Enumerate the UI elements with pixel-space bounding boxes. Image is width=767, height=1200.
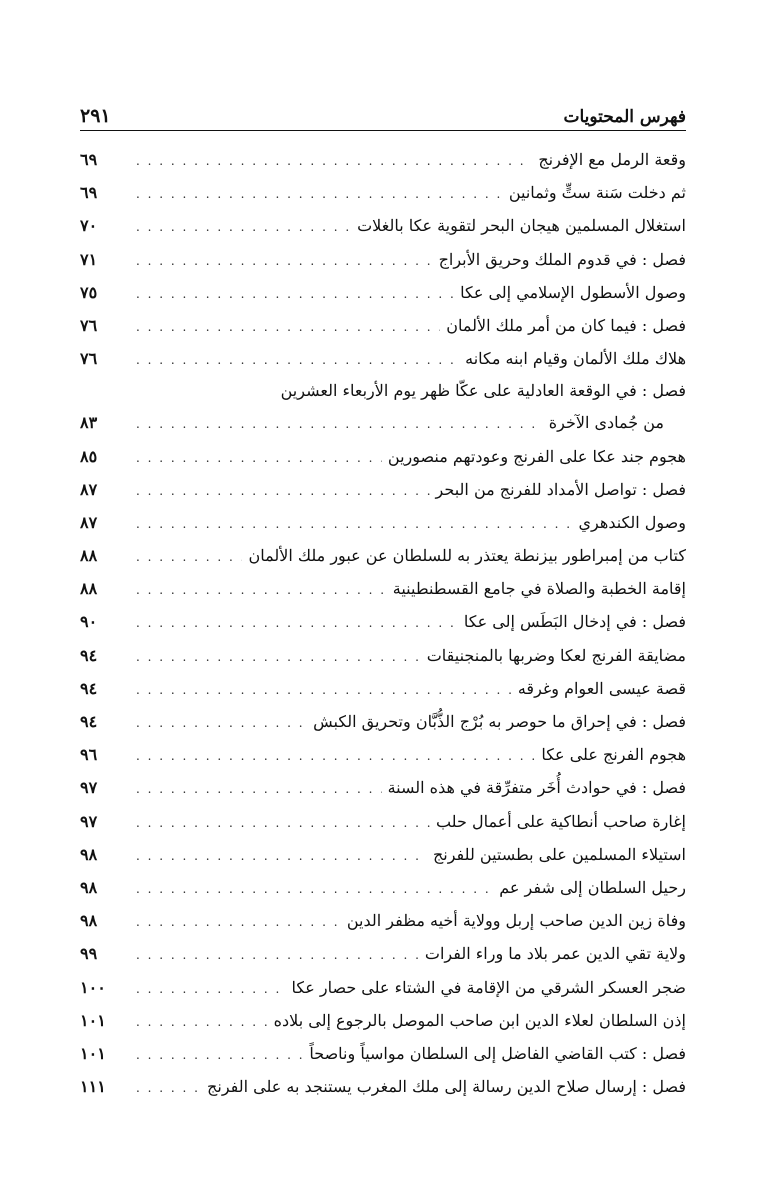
dot-leader — [136, 607, 458, 640]
toc-entry-title: فصل : فيما كان من أمر ملك الألمان — [446, 315, 686, 335]
toc-entry-title: رحيل السلطان إلى شفر عم — [499, 877, 686, 897]
toc-entry — [80, 904, 686, 937]
toc-entry-title: من جُمادى الآخرة — [548, 413, 664, 433]
dot-leader — [136, 1039, 303, 1072]
toc-entry-page: ٩٨ — [80, 877, 98, 897]
dot-leader — [136, 740, 535, 773]
toc-entry-title: هلاك ملك الألمان وقيام ابنه مكانه — [465, 349, 686, 369]
dot-leader — [136, 178, 503, 211]
dot-leader — [136, 674, 512, 707]
toc-entry-title: ثم دخلت سَنة ستٍّ وثمانين — [508, 183, 686, 203]
dot-leader — [136, 574, 387, 607]
toc-entry — [80, 406, 686, 439]
toc-entry-page: ٧٦ — [80, 315, 98, 335]
toc-entry — [80, 1037, 686, 1070]
toc-entry — [80, 572, 686, 605]
toc-entry — [80, 375, 686, 406]
dot-leader — [136, 939, 419, 972]
toc-entry — [80, 243, 686, 276]
toc-entry — [80, 805, 686, 838]
toc-entry-page: ١٠١ — [80, 1043, 106, 1063]
dot-leader — [136, 807, 430, 840]
toc-page — [80, 95, 686, 1103]
running-header — [80, 95, 686, 131]
toc-entry — [80, 937, 686, 970]
toc-entry-page: ٨٨ — [80, 579, 98, 599]
toc-entry-title: استيلاء المسلمين على بطستين للفرنج — [432, 844, 686, 864]
toc-entry-title: وفاة زين الدين صاحب إربل وولاية أخيه مظفر الدين — [346, 911, 686, 931]
toc-entry-title: فصل : في الوقعة العادلية على عكّا ظهر يوم الأربعاء العشرين — [280, 381, 686, 401]
toc-entry-page: ٩٩ — [80, 944, 98, 964]
page-number: ٢٩١ — [80, 105, 111, 127]
toc-entry — [80, 276, 686, 309]
header-title: فهرس المحتويات — [563, 107, 686, 127]
toc-entry-page: ٧٦ — [80, 349, 98, 369]
dot-leader — [136, 773, 382, 806]
toc-entry — [80, 1070, 686, 1103]
toc-entry — [80, 738, 686, 771]
toc-entry-page: ٩٠ — [80, 612, 98, 632]
dot-leader — [136, 278, 454, 311]
toc-entry-page: ١٠٠ — [80, 977, 106, 997]
toc-entry — [80, 605, 686, 638]
toc-entry-title: فصل : في قدوم الملك وحريق الأبراج — [438, 249, 686, 269]
dot-leader — [136, 1072, 201, 1105]
toc-entry — [80, 209, 686, 242]
toc-entry-page: ٩٤ — [80, 712, 98, 731]
toc-entry — [80, 539, 686, 572]
dot-leader — [136, 475, 430, 508]
toc-entry-title: فصل : في حوادث أُخَر متفرِّقة في هذه السنة — [387, 778, 686, 798]
toc-entry-page: ٩٨ — [80, 911, 98, 931]
toc-entry — [80, 440, 686, 473]
toc-entry-page: ٩٧ — [80, 778, 98, 798]
toc-entry-title: ضجر العسكر الشرقي من الإقامة في الشتاء على حصار عكا — [291, 977, 686, 997]
toc-entry-title: قصة عيسى العوام وغرقه — [517, 678, 686, 698]
toc-entry-title: وصول الكندهري — [578, 512, 686, 532]
dot-leader — [136, 211, 351, 244]
dot-leader — [136, 541, 242, 574]
toc-entry — [80, 871, 686, 904]
toc-entry-page: ٨٥ — [80, 446, 98, 466]
toc-entry-page: ٨٨ — [80, 546, 98, 566]
toc-entry — [80, 705, 686, 738]
toc-entry — [80, 176, 686, 209]
toc-entry-title: هجوم الفرنج على عكا — [541, 745, 686, 765]
dot-leader — [136, 641, 421, 674]
toc-entry-title: فصل : تواصل الأمداد للفرنج من البحر — [435, 479, 686, 499]
toc-entry-page: ٩٨ — [80, 844, 98, 864]
toc-entry — [80, 1004, 686, 1037]
toc-entry-page: ٧٠ — [80, 216, 98, 236]
toc-entry-title: كتاب من إمبراطور بيزنطة يعتذر به للسلطان عن عبور ملك الألمان — [248, 546, 686, 566]
dot-leader — [136, 311, 440, 344]
toc-entry-page: ٦٩ — [80, 183, 98, 203]
dot-leader — [136, 508, 573, 541]
toc-entry-page: ٨٧ — [80, 479, 98, 499]
toc-entry — [80, 771, 686, 804]
toc-entry-title: فصل : في إحراق ما حوصر به بُرْج الذُّبَّان وتحريق الكبش — [313, 712, 686, 731]
toc-entry-title: فصل : في إدخال البَطَس إلى عكا — [463, 612, 686, 632]
dot-leader — [136, 442, 382, 475]
dot-leader — [136, 973, 286, 1006]
dot-leader — [136, 707, 307, 740]
toc-entry — [80, 639, 686, 672]
toc-entry-title: فصل : كتب القاضي الفاضل إلى السلطان مواسياً وناصحاً — [309, 1043, 686, 1063]
toc-entry-page: ٧١ — [80, 249, 98, 269]
toc-entry-page: ٩٤ — [80, 645, 98, 665]
dot-leader — [136, 408, 543, 441]
toc-entry — [80, 838, 686, 871]
toc-entry-title: استغلال المسلمين هيجان البحر لتقوية عكا بالغلات — [357, 216, 686, 236]
toc-entry-title: إذن السلطان لعلاء الدين ابن صاحب الموصل بالرجوع إلى بلاده — [273, 1010, 686, 1030]
toc-entry-page: ١٠١ — [80, 1010, 106, 1030]
toc-entry — [80, 506, 686, 539]
toc-entry-page: ٨٧ — [80, 512, 98, 532]
toc-entry-page: ٨٣ — [80, 413, 98, 433]
toc-entry — [80, 309, 686, 342]
dot-leader — [136, 906, 341, 939]
toc-entry — [80, 672, 686, 705]
dot-leader — [136, 245, 433, 278]
dot-leader — [136, 344, 459, 377]
toc-entry-title: إغارة صاحب أنطاكية على أعمال حلب — [435, 811, 686, 831]
dot-leader — [136, 1006, 268, 1039]
toc-entry-title: هجوم جند عكا على الفرنج وعودتهم منصورين — [387, 446, 686, 466]
toc-entry-page: ٩٤ — [80, 678, 98, 698]
toc-entry-title: وقعة الرمل مع الإفرنج — [538, 150, 686, 169]
toc-entry — [80, 342, 686, 375]
toc-entry — [80, 143, 686, 176]
toc-entry-title: إقامة الخطبة والصلاة في جامع القسطنطينية — [392, 579, 686, 599]
toc-entries — [80, 143, 686, 1103]
toc-entry-title: وصول الأسطول الإسلامي إلى عكا — [460, 282, 686, 302]
toc-entry-page: ٩٧ — [80, 811, 98, 831]
toc-entry-title: مضايقة الفرنج لعكا وضربها بالمنجنيقات — [426, 645, 686, 665]
toc-entry-page: ٧٥ — [80, 282, 98, 302]
dot-leader — [136, 873, 493, 906]
dot-leader — [136, 145, 532, 178]
toc-entry-title: ولاية تقي الدين عمر بلاد ما وراء الفرات — [424, 944, 686, 964]
toc-entry — [80, 473, 686, 506]
toc-entry-page: ٩٦ — [80, 745, 98, 765]
toc-entry-page: ١١١ — [80, 1077, 106, 1097]
toc-entry-title: فصل : إرسال صلاح الدين رسالة إلى ملك المغرب يستنجد به على الفرنج — [207, 1077, 686, 1097]
toc-entry-page: ٦٩ — [80, 150, 98, 169]
dot-leader — [136, 840, 427, 873]
toc-entry — [80, 971, 686, 1004]
